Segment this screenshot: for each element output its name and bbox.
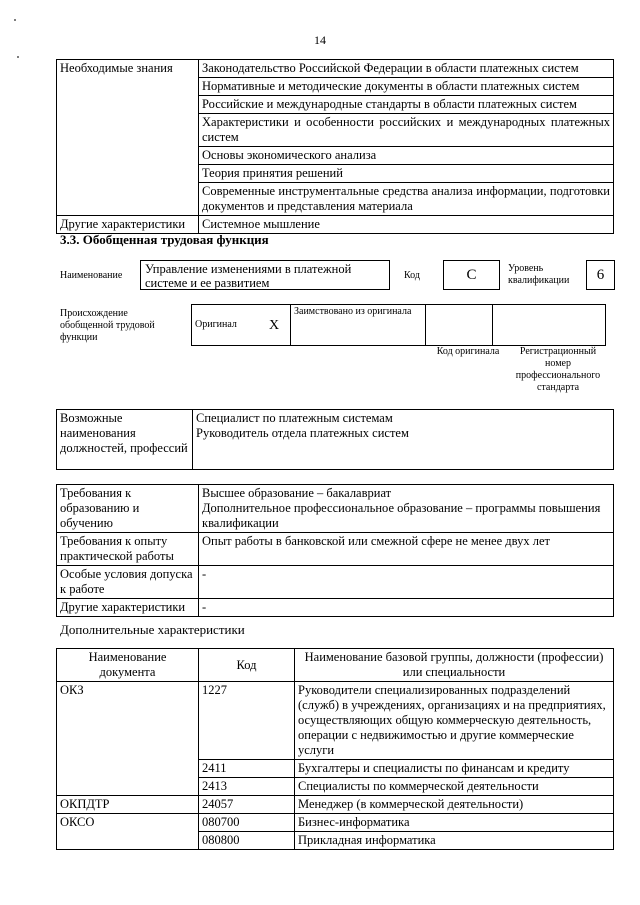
scan-speck — [14, 19, 16, 21]
knowledge-item: Характеристики и особенности российских и международных платежных систем — [199, 114, 614, 147]
name-value: Управление изменениями в платежной системе и ее развитием — [145, 262, 352, 290]
other-characteristics-label: Другие характеристики — [57, 599, 199, 617]
requirements-table — [56, 484, 614, 617]
group-cell: Руководители специализированных подразделений (служб) в учреждениях, организациях и на предприятиях, осуществляющих общую коммерческую деятельность, операции с недвижимостью и другие коммерческие услуги — [295, 682, 614, 760]
other-characteristics-value: Системное мышление — [199, 216, 614, 234]
knowledge-item: Нормативные и методические документы в области платежных систем — [199, 78, 614, 96]
code-cell: 2411 — [199, 760, 295, 778]
level-box — [586, 260, 615, 290]
origin-table — [191, 304, 606, 346]
position-value: Руководитель отдела платежных систем — [196, 426, 409, 440]
name-label: Наименование — [60, 270, 123, 281]
positions-table — [56, 409, 614, 470]
header-group: Наименование базовой группы, должности (профессии) или специальности — [295, 649, 614, 682]
group-cell: Менеджер (в коммерческой деятельности) — [295, 796, 614, 814]
education-value: Дополнительное профессиональное образование – программы повышения квалификации — [202, 501, 601, 530]
doc-cell: ОКСО — [57, 814, 199, 850]
code-label: Код — [404, 270, 420, 281]
special-conditions-label: Особые условия допуска к работе — [57, 566, 199, 599]
code-value: C — [466, 267, 477, 283]
knowledge-item: Законодательство Российской Федерации в области платежных систем — [199, 60, 614, 78]
position-value: Специалист по платежным системам — [196, 411, 393, 425]
experience-value: Опыт работы в банковской или смежной сфере не менее двух лет — [199, 533, 614, 566]
code-cell: 24057 — [199, 796, 295, 814]
knowledge-item: Российские и международные стандарты в области платежных систем — [199, 96, 614, 114]
education-value: Высшее образование – бакалавриат — [202, 486, 392, 500]
code-cell: 2413 — [199, 778, 295, 796]
knowledge-label: Необходимые знания — [57, 60, 199, 216]
positions-label: Возможные наименования должностей, профессий — [57, 410, 193, 470]
level-label: Уровень квалификации — [508, 263, 570, 286]
page-number: 14 — [314, 33, 326, 47]
additional-title: Дополнительные характеристики — [60, 622, 245, 637]
knowledge-item: Теория принятия решений — [199, 165, 614, 183]
education-label: Требования к образованию и обучению — [57, 485, 199, 533]
code-cell: 080800 — [199, 832, 295, 850]
reg-number-cell — [493, 305, 606, 346]
code-original-caption: Код оригинала — [436, 346, 500, 357]
special-conditions-value: - — [199, 566, 614, 599]
group-cell: Прикладная информатика — [295, 832, 614, 850]
origin-label: Происхождение обобщенной трудовой функции — [60, 308, 155, 343]
experience-label: Требования к опыту практической работы — [57, 533, 199, 566]
level-value: 6 — [596, 267, 605, 283]
code-cell: 1227 — [199, 682, 295, 760]
doc-cell: ОКЗ — [57, 682, 199, 796]
original-label: Оригинал — [192, 305, 259, 346]
reg-number-caption: Регистрационный номер профессионального стандарта — [515, 346, 601, 393]
knowledge-item: Основы экономического анализа — [199, 147, 614, 165]
group-cell: Бухгалтеры и специалисты по финансам и кредиту — [295, 760, 614, 778]
group-cell: Специалисты по коммерческой деятельности — [295, 778, 614, 796]
code-box — [443, 260, 500, 290]
header-document: Наименование документа — [57, 649, 199, 682]
other-characteristics-value: - — [199, 599, 614, 617]
knowledge-table — [56, 59, 614, 234]
doc-cell: ОКПДТР — [57, 796, 199, 814]
name-value-box — [140, 260, 390, 290]
other-characteristics-label: Другие характеристики — [57, 216, 199, 234]
additional-table — [56, 648, 614, 850]
header-code: Код — [199, 649, 295, 682]
code-cell: 080700 — [199, 814, 295, 832]
scan-speck — [17, 56, 19, 58]
original-mark: X — [258, 305, 291, 346]
group-cell: Бизнес-информатика — [295, 814, 614, 832]
section-title: 3.3. Обобщенная трудовая функция — [60, 232, 269, 247]
knowledge-item: Современные инструментальные средства анализа информации, подготовки документов и представления материала — [199, 183, 614, 216]
borrowed-label: Заимствовано из оригинала — [291, 305, 426, 346]
code-original-cell — [426, 305, 493, 346]
